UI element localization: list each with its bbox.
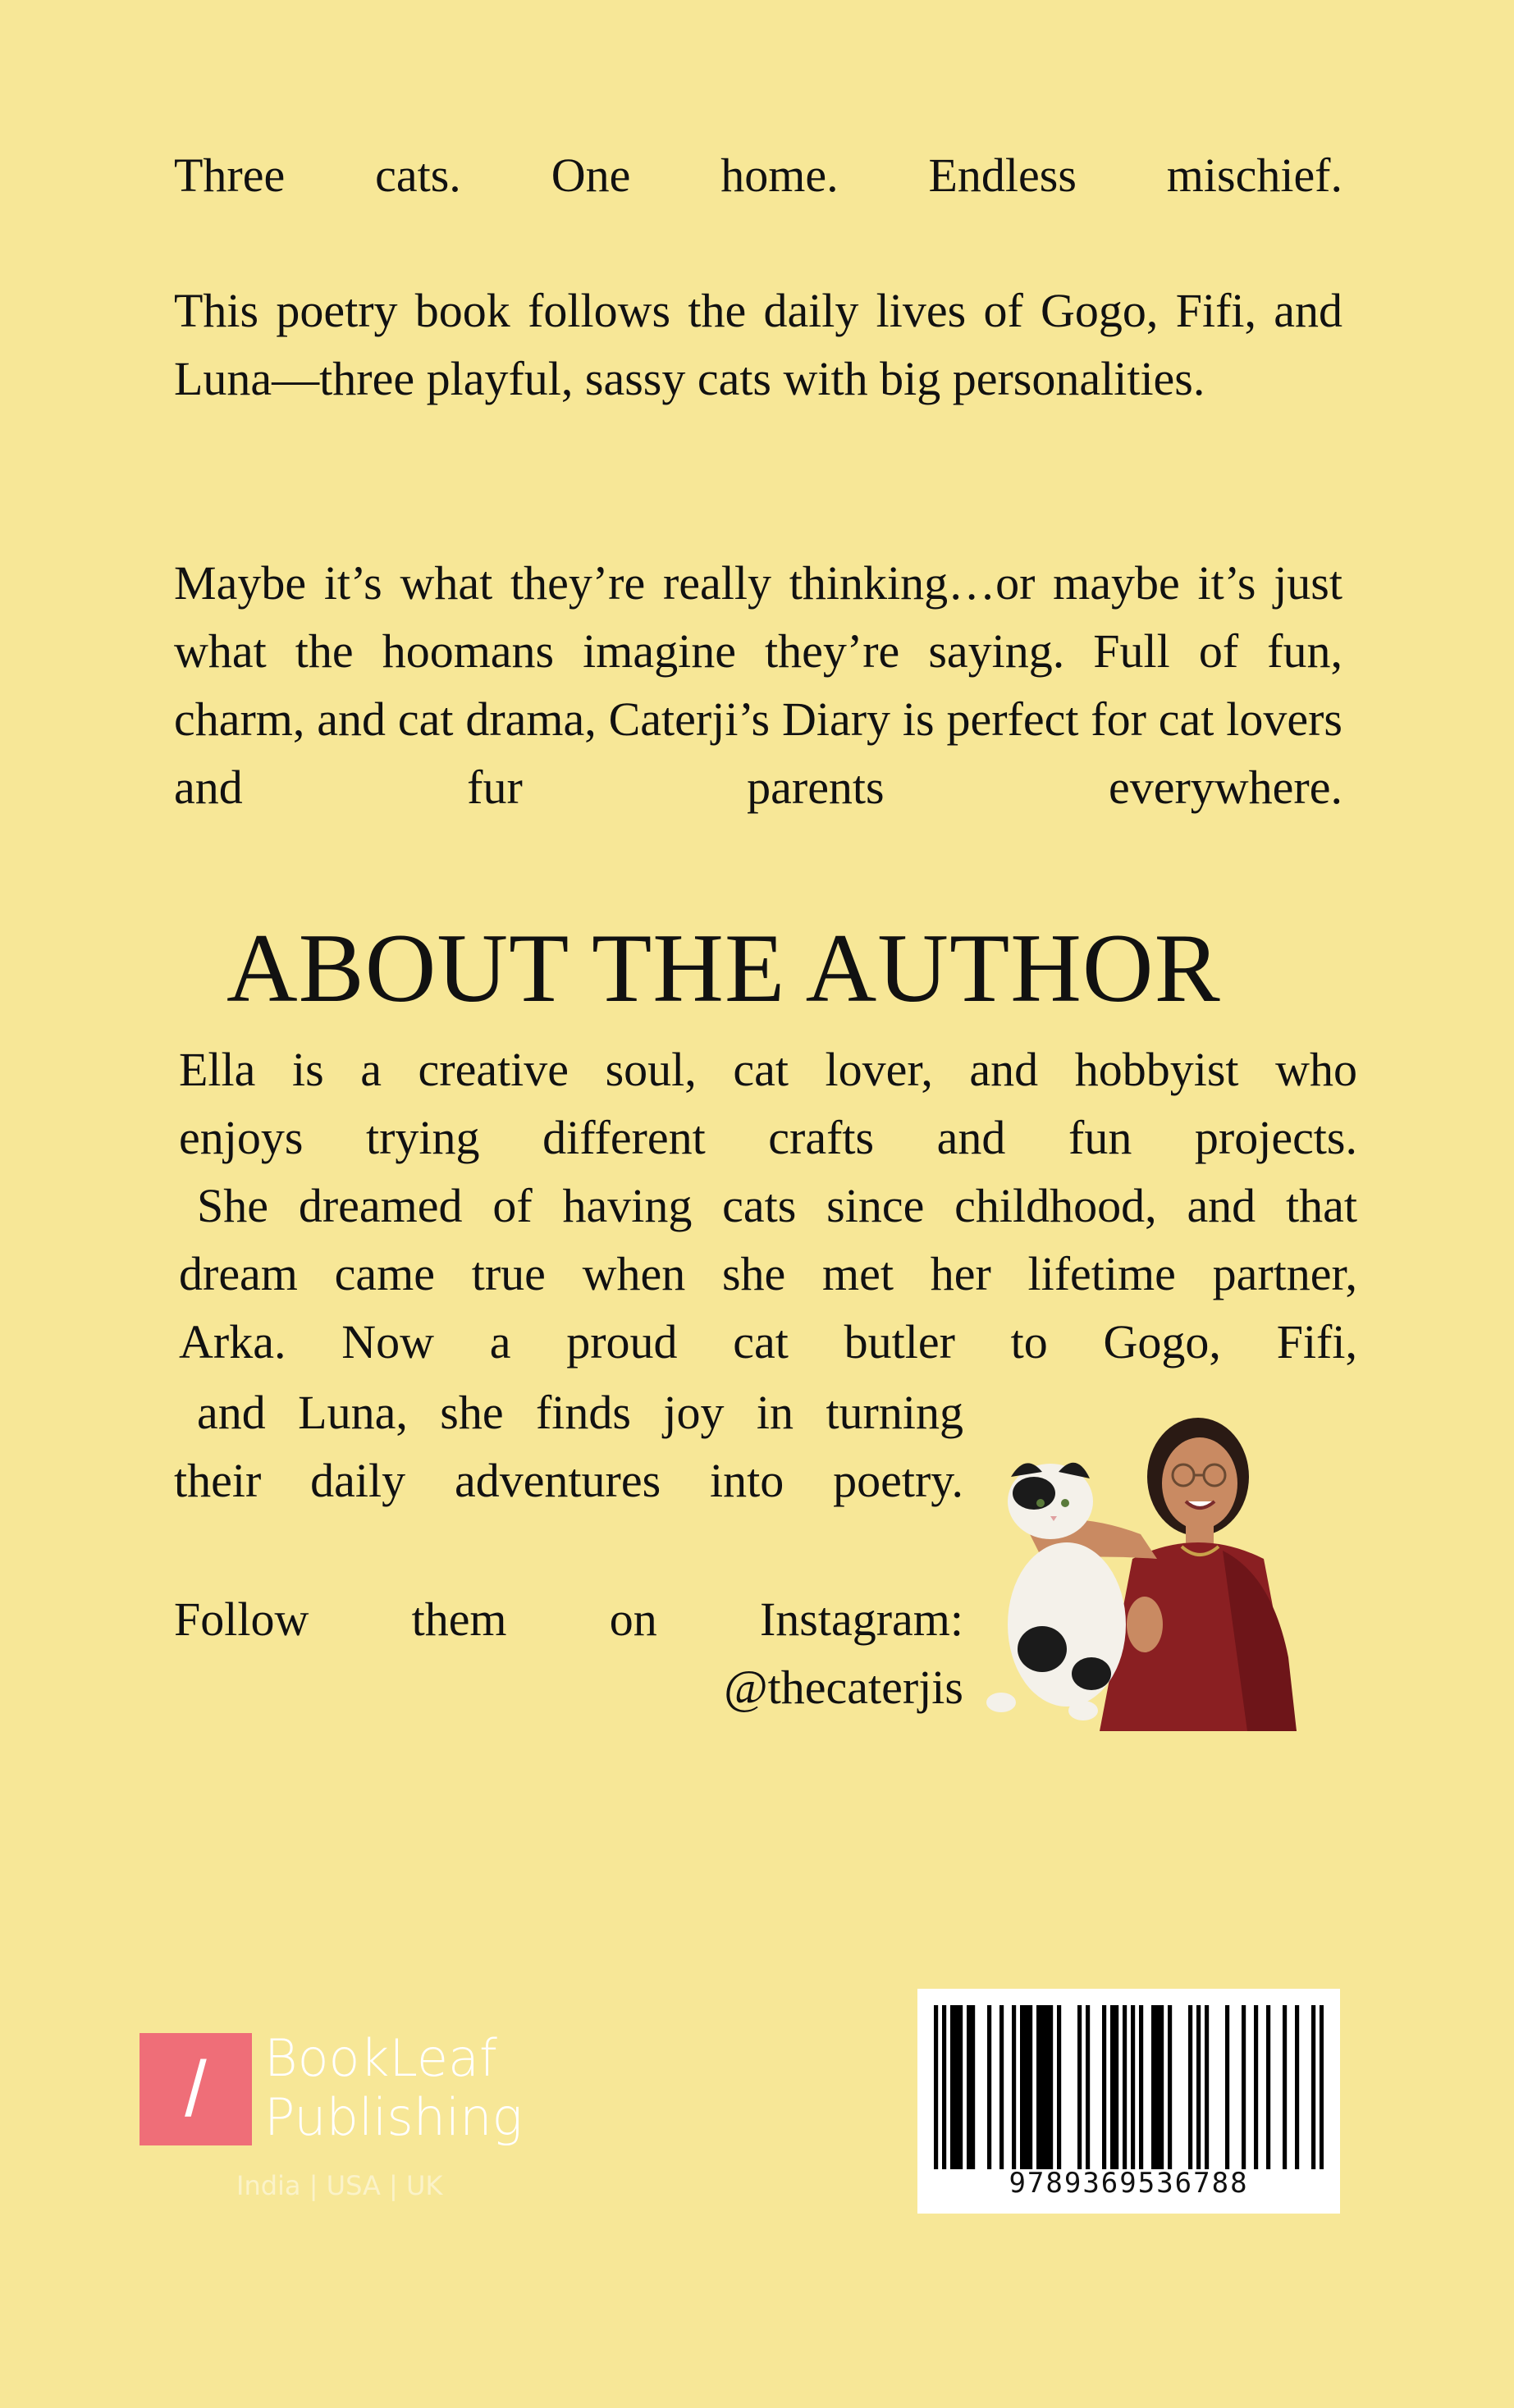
barcode-bar (1266, 2005, 1270, 2169)
barcode-bar (1024, 2005, 1028, 2169)
bio-line: Arka. Now a proud cat butler to Gogo, Fifi, (179, 1315, 1357, 1368)
tagline: Three cats. One home. Endless mischief. (174, 149, 1342, 202)
description-paragraph: Maybe it’s what they’re really thinking…or maybe it’s just what the hoomans imagine they’re saying. Full of fun, charm, and cat drama, Caterji’s Diary is perfect for cat lovers and fur parents everywhere. (174, 556, 1342, 814)
author-bio (179, 1035, 1357, 1376)
isbn-number: 9789369536788 (1009, 2167, 1249, 2200)
follow-text: Follow them on Instagram: (174, 1592, 963, 1646)
barcode-bar (1012, 2005, 1016, 2169)
barcode-bar (1254, 2005, 1258, 2169)
barcode-bar (1205, 2005, 1209, 2169)
barcode-bar (1041, 2005, 1045, 2169)
barcode-bar (1242, 2005, 1246, 2169)
instagram-handle: @thecaterjis (724, 1661, 963, 1714)
barcode-bar (1139, 2005, 1143, 2169)
barcode-bar (1155, 2005, 1160, 2169)
barcode-bar (1320, 2005, 1324, 2169)
barcode-bar (1311, 2005, 1315, 2169)
barcode-bar (1102, 2005, 1106, 2169)
barcode-bar (1036, 2005, 1041, 2169)
barcode-bar (1283, 2005, 1287, 2169)
publisher-logo (140, 2028, 566, 2214)
author-photo (977, 1387, 1321, 1731)
isbn-barcode (917, 1989, 1340, 2214)
barcode-bar (1295, 2005, 1299, 2169)
bio-line: dream came true when she met her lifetime partner, (179, 1247, 1357, 1300)
barcode-bar (967, 2005, 971, 2169)
barcode-bar (1131, 2005, 1135, 2169)
publisher-name-line-2: Publishing (264, 2087, 523, 2147)
barcode-bar (999, 2005, 1004, 2169)
barcode-bar (954, 2005, 958, 2169)
bio-line: Ella is a creative soul, cat lover, and hobbyist who (179, 1043, 1357, 1096)
barcode-bar (1123, 2005, 1127, 2169)
author-bio-continued (174, 1378, 963, 1515)
barcode-bar (1151, 2005, 1155, 2169)
barcode-bar (1028, 2005, 1032, 2169)
barcode-bar (950, 2005, 954, 2169)
barcode-bar (1188, 2005, 1192, 2169)
barcode-bar (1225, 2005, 1229, 2169)
instagram-follow (174, 1585, 963, 1721)
intro-paragraph: This poetry book follows the daily lives of Gogo, Fifi, and Luna—three playful, sassy cats with big personalities. (174, 284, 1342, 405)
bio-line: and Luna, she finds joy in turning (197, 1386, 963, 1439)
bio-line: enjoys trying different crafts and fun projects. (179, 1111, 1357, 1164)
barcode-bar (1168, 2005, 1172, 2169)
barcode-bar (1057, 2005, 1061, 2169)
barcode-bar (1077, 2005, 1082, 2169)
barcode-bar (1020, 2005, 1024, 2169)
bio-line: their daily adventures into poetry. (174, 1454, 963, 1507)
barcode-bar (958, 2005, 963, 2169)
bio-line: She dreamed of having cats since childhood, and that (197, 1179, 1357, 1232)
barcode-bar (942, 2005, 946, 2169)
barcode-bar (934, 2005, 938, 2169)
publisher-regions: India | USA | UK (236, 2170, 443, 2201)
slash-icon: / (185, 2045, 207, 2133)
barcode-bar (971, 2005, 975, 2169)
barcode-bar (1114, 2005, 1118, 2169)
barcode-bar (1086, 2005, 1090, 2169)
barcode-bars (934, 2005, 1324, 2169)
barcode-bar (1160, 2005, 1164, 2169)
barcode-bar (1045, 2005, 1049, 2169)
barcode-bar (1196, 2005, 1201, 2169)
barcode-bar (1049, 2005, 1053, 2169)
about-author-heading: ABOUT THE AUTHOR (226, 913, 1221, 1022)
publisher-name-line-1: BookLeaf (264, 2028, 497, 2088)
barcode-bar (987, 2005, 991, 2169)
barcode-bar (1110, 2005, 1114, 2169)
